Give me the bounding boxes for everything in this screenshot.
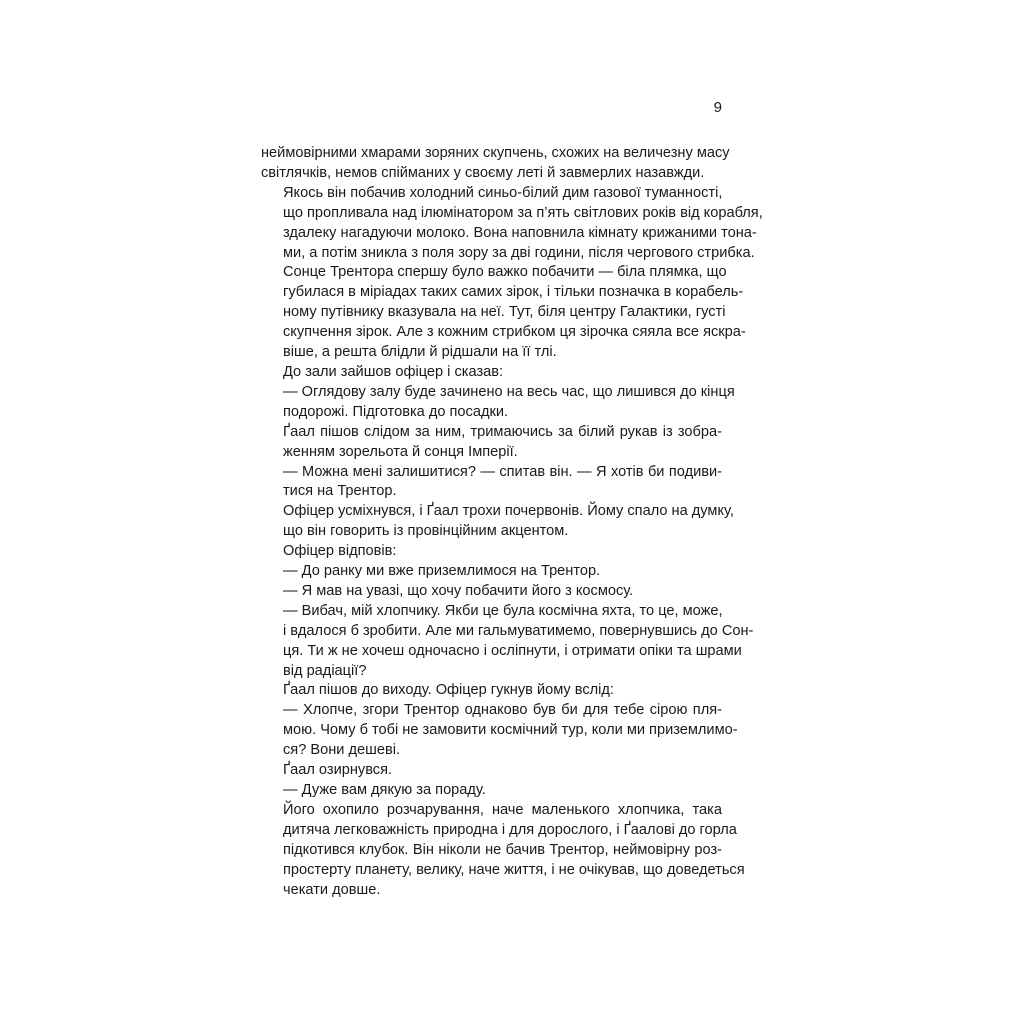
paragraph [261,801,745,901]
paragraph [261,701,738,761]
paragraph [261,542,722,562]
text-line: До зали зайшов офіцер і сказав: [283,363,504,380]
text-line: Офіцер відповів: [283,543,397,560]
paragraph [261,681,722,701]
text-line: здалеку нагадуючи молоко. Вона наповнила кімнату крижаними тона- [283,224,757,241]
text-line: світлячків, немов спійманих у своєму леті й завмерлих назавжди. [261,164,705,181]
text-line: ному путівнику вказувала на неї. Тут, біля центру Галактики, густі [283,304,726,321]
text-line: що пропливала над ілюмінатором за п’ять світлових років від корабля, [283,204,763,221]
text-line: скупчення зірок. Але з кожним стрибком ця зірочка сяяла все яскра- [283,324,746,341]
paragraph [261,781,722,801]
text-line: — До ранку ми вже приземлимося на Трентор. [283,563,601,580]
paragraph [261,263,746,363]
paragraph [261,602,754,682]
text-line: чекати довше. [283,881,381,898]
text-line: віше, а решта блідли й рідшали на її тлі. [283,344,557,361]
text-line: ця. Ти ж не хочеш одночасно і осліпнути, і отримати опіки та шрами [283,642,742,659]
text-line: Якось він побачив холодний синьо-білий дим газової туманності, [283,184,723,201]
text-line: Його охопило розчарування, наче маленького хлопчика, така [283,801,722,818]
body-text [261,144,763,900]
text-line: Ґаал озирнувся. [283,762,393,779]
text-line: що він говорить із провінційним акцентом. [283,523,569,540]
text-line: — Дуже вам дякую за пораду. [283,782,486,798]
text-line: подорожі. Підготовка до посадки. [283,403,509,420]
text-line: — Вибач, мій хлопчику. Якби це була космічна яхта, то це, може, [283,602,723,619]
text-line: ся? Вони дешеві. [283,742,400,759]
page-number: 9 [713,99,722,116]
text-line: від радіації? [283,662,367,679]
paragraph [261,144,730,184]
paragraph [261,582,722,602]
text-line: підкотився клубок. Він ніколи не бачив Трентор, неймовірну роз- [283,841,722,858]
text-line: — Оглядову залу буде зачинено на весь час, що лишився до кінця [283,383,735,400]
text-line: простерту планету, велику, наче життя, і не очікував, що доведеться [283,861,745,878]
paragraph [261,502,734,542]
paragraph [261,363,722,383]
text-line: — Я мав на увазі, що хочу побачити його з космосу. [283,582,634,599]
text-line: — Можна мені залишитися? — спитав він. — Я хотів би подиви- [283,463,722,480]
text-line: мою. Чому б тобі не замовити космічний тур, коли ми приземлимо- [283,722,738,739]
paragraph [261,562,722,582]
text-line: тися на Трентор. [283,483,397,500]
paragraph [261,383,735,423]
text-line: — Хлопче, згори Трентор однаково був би для тебе сірою пля- [283,702,722,719]
paragraph [261,761,722,781]
text-line: Офіцер усміхнувся, і Ґаал трохи почервонів. Йому спало на думку, [283,503,734,520]
text-line: і вдалося б зробити. Але ми гальмуватимемо, повернувшись до Сон- [283,622,754,639]
text-line: Ґаал пішов слідом за ним, тримаючись за білий рукав із зобра- [283,423,722,440]
text-line: Сонце Трентора спершу було важко побачити — біла плямка, що [283,264,727,281]
text-line: дитяча легковажність природна і для дорослого, і Ґаалові до горла [283,821,737,838]
paragraph [261,423,722,463]
text-line: Ґаал пішов до виходу. Офіцер гукнув йому вслід: [283,682,614,699]
text-line: ми, а потім зникла з поля зору за дві години, після чергового стрибка. [283,244,755,261]
paragraph [261,184,763,264]
paragraph [261,463,722,503]
text-line: женням зорельота й сонця Імперії. [283,443,518,460]
text-line: губилася в міріадах таких самих зірок, і тільки позначка в корабель- [283,284,744,301]
text-line: неймовірними хмарами зоряних скупчень, схожих на величезну масу [261,145,730,161]
